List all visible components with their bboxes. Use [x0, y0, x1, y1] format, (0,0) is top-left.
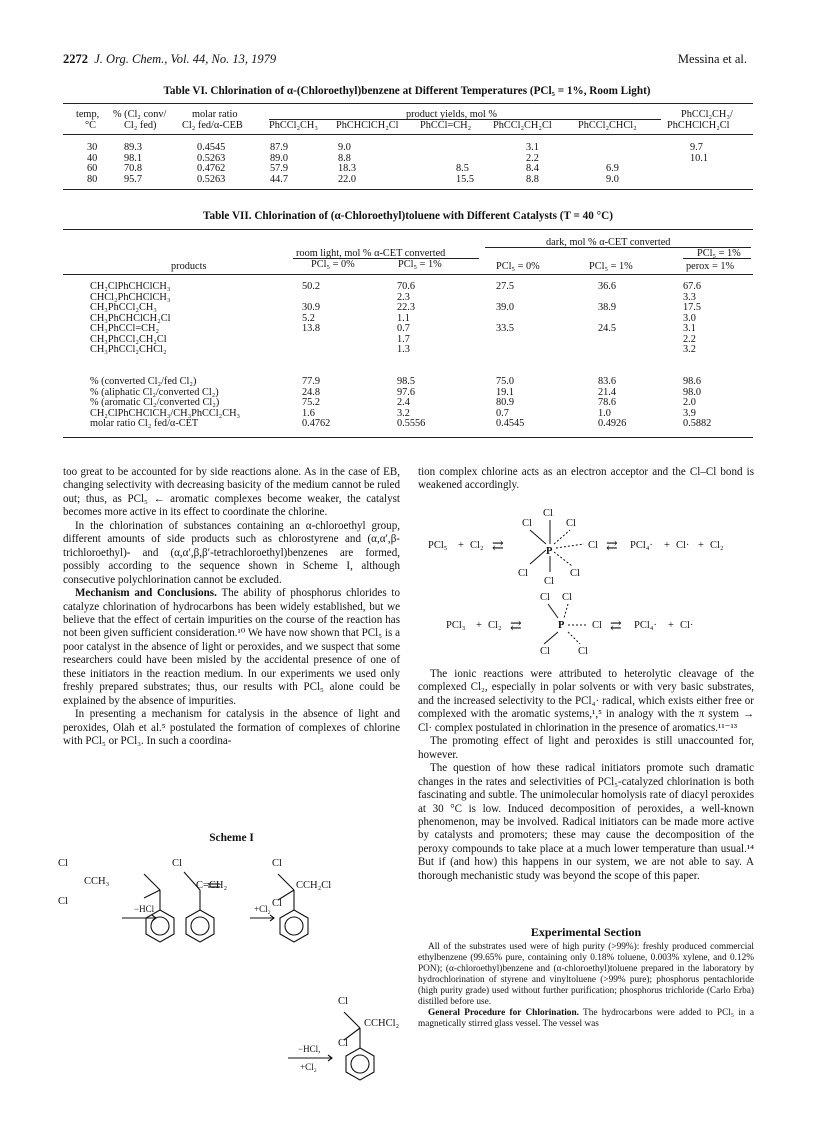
eq2-equilibrium: ⇄ [510, 619, 522, 634]
t7-col5 [683, 282, 701, 356]
t6-cell: 8.5 [456, 163, 469, 174]
scheme-title: Scheme I [209, 832, 254, 844]
t6-cell: 8.4 [526, 163, 539, 174]
t7-stats1 [302, 377, 330, 430]
table7-top-rule [63, 229, 753, 230]
t6-cell: 9.0 [606, 173, 619, 185]
t6-head-last: PhCCl₂CH₃/ [681, 109, 733, 120]
eq2-cl: Cl [592, 620, 602, 631]
scheme-step3b: +Cl₂ [300, 1062, 317, 1072]
t6-col-p2 [338, 143, 356, 185]
scheme-label-cl: Cl [272, 858, 282, 869]
t7-cell: 3.3 [683, 291, 696, 303]
t7-stat: 3.9 [683, 407, 696, 419]
t7-stats3 [496, 377, 524, 430]
t6-col-conv [124, 143, 142, 185]
paragraph-text: The hydrocarbons were added to PCl₅ in a magnetically stirred glass vessel. The vessel was [418, 1008, 755, 1029]
t6-cell: 10.1 [690, 152, 709, 164]
eq1-rhs1: PCl₄· [630, 540, 653, 551]
t7-stat: 77.9 [302, 376, 321, 387]
t7-cell: 0.7 [397, 323, 410, 334]
t7-product: CH₃PhCCl₂CH₂Cl [90, 333, 167, 345]
t7-stat: 98.6 [683, 376, 702, 387]
t7-stat-label: % (converted Cl₂/fed Cl₂) [90, 376, 197, 387]
t7-stat: 2.0 [683, 397, 696, 408]
t7-cell: 1.1 [397, 312, 410, 324]
experimental-text [418, 942, 754, 1030]
paragraph: The ionic reactions were attributed to heterolytic cleavage of the complexed Cl₂, especially in polar solvents or with very basic substrates, and the increased selectivity to the PCl₄· radical, which exists either free or complexed with the aromatic systems,¹,⁵ in analogy with the π system → Cl· complex postulated in chlorination in the presence of aromatics.¹¹⁻¹³ [418, 668, 754, 734]
section-run-in-head: Mechanism and Conclusions. [75, 587, 217, 600]
t6-cell: 3.1 [526, 142, 539, 153]
t7-cell: 36.6 [598, 281, 617, 292]
t7-product: CH₃PhCCl₂CHCl₂ [90, 344, 167, 355]
t6-head-last2: PhCHClCH₂Cl [667, 120, 730, 131]
paragraph: In the chlorination of substances containing an α-chloroethyl group, different amounts of side products such as chlorostyrene and (α,α′,β-trichloroethyl)- and (α,α′,β,β′-tetrachloroethyl)benzenes are formed, possibly according to the sequence shown in Scheme I, although consecutive polychlorination cannot be excluded. [63, 519, 400, 586]
t7-cell: 38.9 [598, 302, 617, 313]
t6-col-p1 [270, 143, 288, 185]
eq1-plus: + [458, 540, 464, 551]
table6-caption: Table VI. Chlorination of α-(Chloroethyl)benzene at Different Temperatures (PCl₅ = 1%, Room Light) [163, 85, 651, 97]
eq1-lhs2: Cl₂ [470, 540, 484, 551]
t7-stats4 [598, 377, 626, 430]
scheme-label-cl: Cl [338, 996, 348, 1007]
scheme-label-g3: CCH₂Cl [296, 880, 332, 891]
eq2-equilibrium-2: ⇄ [610, 619, 622, 634]
eq1-cl: Cl [522, 518, 532, 529]
t7-cell: 17.5 [683, 302, 702, 313]
t7-cell [598, 335, 616, 346]
eq1-cl: Cl [566, 518, 576, 529]
t7-stat: 21.4 [598, 386, 617, 398]
t6-cell: 57.9 [270, 163, 289, 174]
t6-head-p2: PhCHClCH₂Cl [336, 120, 399, 131]
t7-head-dark: dark, mol % α-CET converted [546, 237, 671, 248]
eq1-cl: Cl [544, 576, 554, 587]
t7-head-c2: PCl₅ = 1% [398, 259, 442, 270]
eq2-cl: Cl [540, 592, 550, 603]
t7-cell [496, 345, 514, 356]
t7-col2 [397, 282, 415, 356]
t6-cell: 15.5 [456, 173, 475, 185]
paragraph [63, 587, 400, 708]
right-column-text [418, 668, 754, 883]
t6-cell [456, 143, 474, 154]
eq1-plus: + [698, 540, 704, 551]
t6-cell [606, 143, 619, 154]
scheme-label-cl: Cl [58, 896, 68, 907]
t7-cell [302, 345, 320, 356]
t6-cell: 0.4545 [197, 142, 226, 153]
t6-col-p4 [526, 143, 539, 185]
t7-cell: 67.6 [683, 281, 702, 292]
t6-cell: 40 [87, 152, 98, 164]
eq1-rhs3: Cl₂ [710, 540, 724, 551]
t6-head-temp-unit: °C [85, 120, 96, 131]
t7-cell [302, 335, 320, 346]
t6-cell: 80 [87, 173, 98, 185]
t6-cell: 8.8 [526, 173, 539, 185]
t7-stat: 98.0 [683, 386, 702, 398]
t7-head-room: room light, mol % α-CET converted [296, 248, 446, 259]
t6-head-p1: PhCCl₂CH₃ [269, 120, 318, 131]
t7-product: CH₃PhCCl=CH₂ [90, 323, 160, 334]
t6-col-p3 [456, 143, 474, 185]
eq2-cl: Cl [540, 646, 550, 657]
t7-stat: 75.0 [496, 376, 515, 387]
eq2-rhs2: Cl· [680, 620, 694, 631]
t7-cell [598, 345, 616, 356]
t6-cell: 9.7 [690, 142, 703, 153]
eq2-cl: Cl [578, 646, 588, 657]
t7-stat: 19.1 [496, 386, 515, 398]
eq1-plus: + [664, 540, 670, 551]
t6-head-span: product yields, mol % [406, 109, 497, 120]
t7-stat: 0.4926 [598, 418, 627, 429]
t7-cell: 2.3 [397, 291, 410, 303]
left-column-text [63, 466, 400, 749]
eq1-equilibrium-2: ⇄ [606, 539, 618, 554]
paragraph [418, 1008, 754, 1030]
t6-cell: 98.1 [124, 152, 143, 164]
t6-head-temp: temp, [76, 109, 100, 120]
t7-product: CH₃PhCCl₂CH₃ [90, 302, 157, 313]
t6-cell: 0.4762 [197, 163, 226, 174]
t6-head-ratio2: Cl₂ fed/α-CEB [182, 120, 243, 131]
t7-stat: 1.0 [598, 407, 611, 419]
scheme-label-g2: C=CH₂ [196, 880, 228, 891]
t7-stat: 97.6 [397, 386, 416, 398]
paragraph: The promoting effect of light and peroxides is still unaccounted for, however. [418, 735, 754, 761]
t6-cell [690, 175, 708, 186]
t7-cell: 39.0 [496, 302, 515, 313]
t7-col4 [598, 282, 616, 356]
t6-cell: 89.3 [124, 142, 143, 153]
t6-cell: 22.0 [338, 173, 357, 185]
t7-stat-label: CH₂ClPhCHClCH₃/CH₃PhCCl₂CH₃ [90, 407, 241, 419]
eq2-lhs1: PCl₃ [446, 620, 466, 631]
t7-cell: 30.9 [302, 302, 321, 313]
table7-caption: Table VII. Chlorination of (α-Chloroethyl)toluene with Different Catalysts (T = 40 °C) [203, 210, 613, 222]
journal-citation: J. Org. Chem., Vol. 44, No. 13, 1979 [94, 52, 277, 66]
t7-cell: 3.0 [683, 312, 696, 324]
t6-head-p5: PhCCl₂CHCl₂ [578, 120, 637, 131]
eq2-cl: Cl [562, 592, 572, 603]
t6-col-last [690, 143, 708, 185]
equation-2 [418, 588, 754, 660]
t7-stat: 0.4545 [496, 418, 525, 429]
t7-cell: 13.8 [302, 323, 321, 334]
t6-cell: 6.9 [606, 163, 619, 174]
t7-stat: 80.9 [496, 397, 515, 408]
t7-head-c1: PCl₅ = 0% [311, 259, 355, 270]
scheme-diagram [60, 848, 410, 1118]
t7-cell: 5.2 [302, 312, 315, 324]
t7-cell: 1.3 [397, 344, 410, 355]
table6-head-rule [63, 134, 753, 135]
paragraph-text: The ability of phosphorus chlorides to catalyze chlorination of hydrocarbons has been widely established, but we believe that the effect of certain impurities on the course of the reaction has not been given sufficient consideration.¹⁰ We have now shown that PCl₅ is a poor catalyst in the absence of light or peroxides, and we suspect that some researchers could have been misled by the accidental presence of one of these initiators in the reaction medium. In our experiments we used only freshly prepared substrates; thus, our results with PCl₅ alone could be explained by the absence of impurities. [63, 587, 400, 707]
t6-head-conv: % (Cl₂ conv/ [113, 109, 167, 120]
t6-cell: 89.0 [270, 152, 289, 164]
t7-stat: 0.7 [496, 407, 509, 419]
t7-stat-label: % (aliphatic Cl₂/converted Cl₂) [90, 386, 219, 398]
t6-cell: 87.9 [270, 142, 289, 153]
subsection-run-in-head: General Procedure for Chlorination. [428, 1008, 579, 1018]
t7-head-c5b: perox = 1% [686, 261, 735, 272]
t6-head-p4: PhCCl₂CH₂Cl [493, 120, 552, 131]
page-number: 2272 [63, 52, 88, 66]
t6-head-conv2: Cl₂ fed) [124, 120, 157, 131]
t7-cell: 22.3 [397, 302, 416, 313]
t7-stat: 3.2 [397, 407, 410, 419]
eq1-cl: Cl [543, 508, 553, 519]
t6-cell: 60 [87, 163, 98, 174]
scheme-label-cl: Cl [272, 898, 282, 909]
t7-head-c4: PCl₅ = 1% [589, 261, 633, 272]
paragraph: All of the substrates used were of high purity (>99%): freshly produced commercial ethylbenzene (99.65% pure, containing only 0.18% toluene, 0.003% xylene, and 0.12% PON); (α-chloroethyl)benzene and (α-chloroethyl)toluene prepared in the laboratory by hydrochlorination of styrene and vinyltoluene (>99% pure); phosphorus pentachloride (high purity grade) used without further purification; phosphorus trichloride (Carlo Erba) distilled before use. [418, 942, 754, 1007]
t7-cell [496, 335, 514, 346]
t6-cell: 95.7 [124, 173, 143, 185]
t7-stats-labels [90, 377, 240, 430]
t7-stat-label: molar ratio Cl₂ fed/α-CET [90, 418, 199, 429]
eq2-plus: + [476, 620, 482, 631]
t6-head-p3: PhCCl=CH₂ [420, 120, 472, 131]
t6-cell: 2.2 [526, 152, 539, 164]
t6-cell: 8.8 [338, 152, 351, 164]
t7-col1 [302, 282, 320, 356]
t7-cell: 3.1 [683, 323, 696, 334]
t6-head-ratio: molar ratio [192, 109, 238, 120]
table7-bottom-rule [63, 437, 753, 438]
t7-head-products: products [171, 261, 207, 272]
t6-cell: 18.3 [338, 163, 357, 174]
t7-stat: 0.5882 [683, 418, 712, 429]
scheme-label-cl: Cl [58, 858, 68, 869]
t7-cell: 2.2 [683, 333, 696, 345]
eq1-rhs2: Cl· [676, 540, 690, 551]
t6-cell: 9.0 [338, 142, 351, 153]
t7-cell: 3.2 [683, 344, 696, 355]
t6-cell: 0.5263 [197, 152, 226, 164]
eq1-lhs1: PCl₅ [428, 540, 448, 551]
t7-product: CH₃PhCHClCH₂Cl [90, 312, 171, 324]
running-header [63, 52, 276, 67]
eq1-phosphorus: P [546, 546, 553, 557]
t7-stat: 0.4762 [302, 418, 331, 429]
t7-cell: 33.5 [496, 323, 515, 334]
table6-bottom-rule [63, 189, 753, 190]
table7-head-rule [63, 274, 753, 275]
t7-cell: 1.7 [397, 333, 410, 345]
scheme-label-g4: CCHCl₂ [364, 1018, 400, 1029]
scheme-step2: +Cl₂ [254, 904, 271, 914]
scheme-label-cl: Cl [172, 858, 182, 869]
paragraph: too great to be accounted for by side reactions alone. As in the case of EB, changing selectivity with decreasing basicity of the medium cannot be ruled out; thus, as PCl₅ ← aromatic complexes become weaker, the catalyst becomes more active in its effect to coordinate the chlorine. [63, 466, 400, 519]
t7-cell: 70.6 [397, 281, 416, 292]
t7-stats5 [683, 377, 711, 430]
eq1-equilibrium: ⇄ [492, 539, 504, 554]
t6-col-ratio [197, 143, 225, 185]
t7-stat: 0.5556 [397, 418, 426, 429]
experimental-section-title: Experimental Section [530, 925, 642, 939]
t6-cell: 70.8 [124, 163, 143, 174]
t6-cell: 44.7 [270, 173, 289, 185]
t7-stats2 [397, 377, 425, 430]
paragraph: In presenting a mechanism for catalysis in the absence of light and peroxides, Olah et al.⁵ postulated the formation of complexes of chlorine with PCl₅ or PCl₃. In such a coordina- [63, 708, 400, 748]
t7-head-c5a: PCl₅ = 1% [697, 248, 741, 259]
author-header: Messina et al. [677, 52, 747, 66]
eq1-cl: Cl [518, 568, 528, 579]
scheme-step3a: −HCl, [298, 1044, 321, 1054]
t7-stat: 1.6 [302, 407, 315, 419]
t6-col-p5 [606, 143, 619, 185]
t7-product: CHCl₂PhCHClCH₃ [90, 291, 171, 303]
scheme-label-cl: Cl [338, 1038, 348, 1049]
eq2-phosphorus: P [558, 620, 565, 631]
t7-c5-rule [683, 258, 751, 259]
t7-head-c3: PCl₅ = 0% [496, 261, 540, 272]
paragraph: The question of how these radical initiators promote such dramatic changes in the rates and selectivities of PCl₅-catalyzed chlorination is both fascinating and subtle. The unimolecular homolysis rate of diacyl peroxides at 30 °C is low. Induced decomposition of peroxides, a well-known phenomenon, may be involved. Radical initiators can be made more active by catalysts and promoters; these may cause the decomposition of the peroxy compounds to take place at a much lower temperature than usual.¹⁴ But if (and how) this happens in our system, we are not able to say. A thorough mechanistic study was beyond the scope of this paper. [418, 762, 754, 882]
eq1-cl: Cl [570, 568, 580, 579]
t7-cell: 24.5 [598, 323, 617, 334]
t7-stat: 98.5 [397, 376, 416, 387]
t7-stat-label: % (aromatic Cl₂/converted Cl₂) [90, 397, 220, 408]
t7-stat: 2.4 [397, 397, 410, 408]
scheme-label-g1: CCH₃ [84, 876, 110, 887]
t6-cell [690, 164, 708, 175]
eq1-cl: Cl [588, 540, 598, 551]
eq2-rhs1: PCl₄· [634, 620, 657, 631]
t7-stat: 83.6 [598, 376, 617, 387]
t7-stat: 78.6 [598, 397, 617, 408]
scheme-step1: −HCl [134, 904, 155, 914]
t7-cell: 27.5 [496, 281, 515, 292]
equation-1 [418, 504, 754, 586]
t6-col-temp [87, 143, 97, 185]
t7-col3 [496, 282, 514, 356]
eq2-lhs2: Cl₂ [488, 620, 502, 631]
t6-cell: 0.5263 [197, 173, 226, 185]
t7-stat: 75.2 [302, 397, 321, 408]
t7-stat: 24.8 [302, 386, 321, 398]
table6-top-rule [63, 103, 753, 104]
t7-products-col [90, 282, 170, 356]
eq2-plus: + [668, 620, 674, 631]
paragraph: tion complex chlorine acts as an electron acceptor and the Cl–Cl bond is weakened accordingly. [418, 466, 754, 492]
t6-cell: 30 [87, 142, 98, 153]
t7-cell: 50.2 [302, 281, 321, 292]
t7-product: CH₂ClPhCHClCH₃ [90, 281, 171, 292]
right-column-intro [418, 466, 754, 493]
